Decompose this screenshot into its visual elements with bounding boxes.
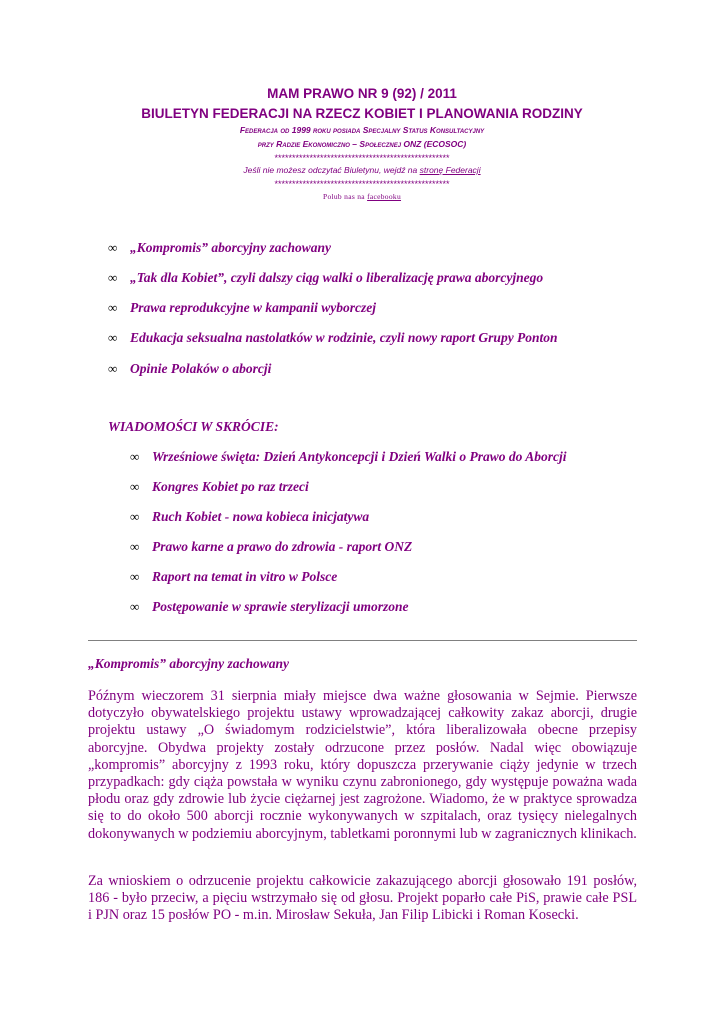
article-paragraph-2: Za wnioskiem o odrzucenie projektu całkowicie zakazującego aborcji głosowało 191 posłów, 186 - było przeciw, a pięciu wstrzymało się od głosu. Projekt poparło całe PiS, prawie całe PSL i PJN oraz 15 posłów PO - m.in. Mirosław Sekuła, Jan Filip Libicki i Roman Kosecki. [88,873,637,924]
short-news-heading: WIADOMOŚCI W SKRÓCIE: [108,419,279,434]
facebook-link[interactable]: facebooku [367,192,402,201]
article-title: „Kompromis” aborcyjny zachowany [88,656,290,671]
infinity-bullet-icon: ∞ [108,300,118,315]
status-line-1: Federacja od 1999 roku posiada Specjalny Status Konsultacyjny [239,125,485,135]
infinity-bullet-icon: ∞ [108,330,118,345]
short-news-item[interactable]: ∞ Ruch Kobiet - nowa kobieca inicjatywa [130,509,370,524]
federation-site-link[interactable]: stronę Federacji [419,165,481,175]
bulletin-title: MAM PRAWO NR 9 (92) / 2011 [267,86,457,101]
infinity-bullet-icon: ∞ [108,270,118,285]
infinity-bullet-icon: ∞ [108,361,118,376]
infinity-bullet-icon: ∞ [130,539,140,554]
facebook-like-line [0,192,724,201]
short-news-item[interactable]: ∞ Raport na temat in vitro w Polsce [130,569,338,584]
short-news-item[interactable]: ∞ Postępowanie w sprawie sterylizacji umorzone [130,599,409,614]
infinity-bullet-icon: ∞ [130,479,140,494]
infinity-bullet-icon: ∞ [108,240,118,255]
article-paragraph-1: Późnym wieczorem 31 sierpnia miały miejsce dwa ważne głosowania w Sejmie. Pierwsze dotyczyło obywatelskiego projektu ustawy wprowadzającej całkowity zakaz aborcji, drugie projektu ustawy „O świadomym rodzicielstwie”, która liberalizowała obecne przepisy aborcyjne. Obydwa projekty zostały odrzucone przez posłów. Nadal więc obowiązuje „kompromis” aborcyjny z 1993 roku, który dopuszcza przerywanie ciąży jedynie w trzech przypadkach: gdy ciąża powstała w wyniku czynu zabronionego, gdy występuje poważna wada płodu oraz gdy zdrowie lub życie ciężarnej jest zagrożone. Wiadomo, że w praktyce sprowadza się to do około 500 aborcji rocznie wykonywanych w szpitalach, oraz tysięcy nielegalnych dokonywanych w podziemiu aborcyjnym, tabletkami poronnymi lub w zagranicznych klinikach. [88,688,637,842]
toc-item[interactable]: ∞ „Tak dla Kobiet”, czyli dalszy ciąg walki o liberalizację prawa aborcyjnego [108,270,544,285]
toc-item[interactable]: ∞ „Kompromis” aborcyjny zachowany [108,240,332,255]
read-online-text: Jeśli nie możesz odczytać Biuletynu, wejdź na [243,165,420,175]
toc-item[interactable]: ∞ Prawa reprodukcyjne w kampanii wyborczej [108,300,376,315]
toc-item[interactable]: ∞ Edukacja seksualna nastolatków w rodzinie, czyli nowy raport Grupy Ponton [108,330,558,345]
bulletin-subtitle: BIULETYN FEDERACJI NA RZECZ KOBIET I PLANOWANIA RODZINY [141,106,583,121]
short-news-item[interactable]: ∞ Wrześniowe święta: Dzień Antykoncepcji i Dzień Walki o Prawo do Aborcji [130,449,567,464]
infinity-bullet-icon: ∞ [130,569,140,584]
star-separator-top: ************************************************** [274,153,450,163]
star-separator-bottom: ************************************************** [274,179,450,189]
short-news-item[interactable]: ∞ Kongres Kobiet po raz trzeci [130,479,309,494]
section-divider [88,640,637,641]
infinity-bullet-icon: ∞ [130,599,140,614]
infinity-bullet-icon: ∞ [130,509,140,524]
like-text: Polub nas na [322,192,368,201]
short-news-item[interactable]: ∞ Prawo karne a prawo do zdrowia - raport ONZ [130,539,413,554]
toc-item[interactable]: ∞ Opinie Polaków o aborcji [108,361,272,376]
read-online-note [0,165,724,175]
infinity-bullet-icon: ∞ [130,449,140,464]
status-line-2: przy Radzie Ekonomiczno – Społecznej ONZ (ECOSOC) [257,139,467,149]
